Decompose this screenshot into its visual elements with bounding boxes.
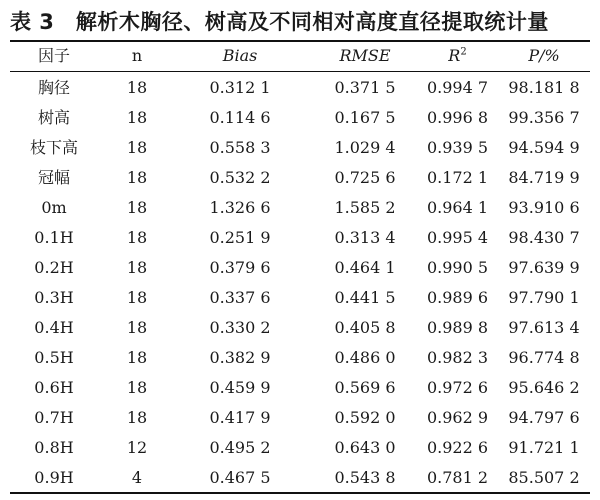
header-rmse: RMSE bbox=[339, 46, 391, 65]
table-row bbox=[10, 73, 590, 103]
cell-r-squared: 0.939 5 bbox=[426, 138, 489, 157]
cell-rmse: 0.313 4 bbox=[334, 228, 396, 247]
cell-n: 18 bbox=[126, 78, 148, 97]
cell-rmse: 0.167 5 bbox=[334, 108, 396, 127]
cell-bias: 0.114 6 bbox=[209, 108, 271, 127]
cell-precision: 93.910 6 bbox=[508, 198, 580, 217]
cell-r-squared: 0.996 8 bbox=[426, 108, 489, 127]
cell-r-squared: 0.962 9 bbox=[426, 408, 489, 427]
cell-n: 18 bbox=[126, 198, 148, 217]
table-row bbox=[10, 253, 590, 283]
cell-bias: 0.312 1 bbox=[209, 78, 271, 97]
cell-n: 12 bbox=[126, 438, 148, 457]
cell-precision: 91.721 1 bbox=[508, 438, 580, 457]
cell-rmse: 0.405 8 bbox=[334, 318, 396, 337]
cell-bias: 0.382 9 bbox=[209, 348, 271, 367]
cell-r-squared: 0.989 8 bbox=[426, 318, 489, 337]
cell-r-squared: 0.982 3 bbox=[426, 348, 489, 367]
cell-n: 18 bbox=[126, 318, 148, 337]
cell-precision: 85.507 2 bbox=[508, 468, 580, 487]
cell-factor: 0.3H bbox=[34, 288, 74, 307]
cell-n: 18 bbox=[126, 228, 148, 247]
header-precision: P/% bbox=[528, 46, 560, 65]
header-bias: Bias bbox=[222, 46, 258, 65]
cell-precision: 84.719 9 bbox=[508, 168, 580, 187]
table-row bbox=[10, 283, 590, 313]
cell-r-squared: 0.994 7 bbox=[426, 78, 489, 97]
cell-precision: 96.774 8 bbox=[508, 348, 580, 367]
table-row bbox=[10, 163, 590, 193]
table-row bbox=[10, 433, 590, 463]
cell-factor: 0.6H bbox=[34, 378, 74, 397]
table-header-row bbox=[10, 41, 590, 71]
cell-r-squared: 0.989 6 bbox=[426, 288, 489, 307]
cell-bias: 0.337 6 bbox=[209, 288, 271, 307]
table-row bbox=[10, 463, 590, 493]
cell-precision: 98.430 7 bbox=[508, 228, 580, 247]
table-row bbox=[10, 223, 590, 253]
cell-bias: 0.467 5 bbox=[209, 468, 271, 487]
cell-precision: 94.797 6 bbox=[508, 408, 580, 427]
cell-n: 18 bbox=[126, 108, 148, 127]
cell-n: 18 bbox=[126, 288, 148, 307]
cell-rmse: 0.725 6 bbox=[334, 168, 396, 187]
cell-n: 18 bbox=[126, 408, 148, 427]
cell-r-squared: 0.781 2 bbox=[426, 468, 489, 487]
table-row bbox=[10, 193, 590, 223]
header-factor: 因子 bbox=[37, 46, 70, 65]
cell-factor: 0.7H bbox=[34, 408, 74, 427]
cell-factor: 枝下高 bbox=[29, 138, 78, 157]
cell-factor: 0.2H bbox=[34, 258, 74, 277]
cell-factor: 冠幅 bbox=[37, 168, 70, 187]
cell-rmse: 0.464 1 bbox=[334, 258, 396, 277]
cell-factor: 0.5H bbox=[34, 348, 74, 367]
cell-r-squared: 0.990 5 bbox=[426, 258, 489, 277]
cell-bias: 0.379 6 bbox=[209, 258, 271, 277]
table-row bbox=[10, 373, 590, 403]
bottom-rule bbox=[10, 492, 590, 494]
cell-n: 18 bbox=[126, 378, 148, 397]
cell-n: 4 bbox=[131, 468, 143, 487]
header-r-letter: R bbox=[448, 46, 461, 65]
table-row bbox=[10, 403, 590, 433]
cell-rmse: 1.585 2 bbox=[334, 198, 396, 217]
cell-rmse: 0.643 0 bbox=[334, 438, 396, 457]
cell-rmse: 0.569 6 bbox=[334, 378, 396, 397]
cell-rmse: 0.371 5 bbox=[334, 78, 396, 97]
cell-factor: 0.4H bbox=[34, 318, 74, 337]
cell-precision: 99.356 7 bbox=[508, 108, 580, 127]
cell-r-squared: 0.972 6 bbox=[426, 378, 489, 397]
cell-precision: 97.790 1 bbox=[508, 288, 580, 307]
cell-n: 18 bbox=[126, 348, 148, 367]
table-row bbox=[10, 133, 590, 163]
header-rule bbox=[10, 71, 590, 72]
cell-r-squared: 0.172 1 bbox=[426, 168, 489, 187]
header-r-squared bbox=[425, 41, 490, 71]
cell-r-squared: 0.922 6 bbox=[426, 438, 489, 457]
cell-bias: 0.495 2 bbox=[209, 438, 271, 457]
cell-precision: 94.594 9 bbox=[508, 138, 580, 157]
cell-rmse: 0.543 8 bbox=[334, 468, 396, 487]
cell-bias: 0.459 9 bbox=[209, 378, 271, 397]
cell-rmse: 0.441 5 bbox=[334, 288, 396, 307]
cell-factor: 0.8H bbox=[34, 438, 74, 457]
cell-bias: 0.330 2 bbox=[209, 318, 271, 337]
cell-factor: 0.9H bbox=[34, 468, 74, 487]
cell-rmse: 0.592 0 bbox=[334, 408, 396, 427]
cell-bias: 0.417 9 bbox=[209, 408, 271, 427]
cell-n: 18 bbox=[126, 138, 148, 157]
cell-n: 18 bbox=[126, 258, 148, 277]
cell-precision: 97.613 4 bbox=[508, 318, 580, 337]
cell-r-squared: 0.995 4 bbox=[426, 228, 489, 247]
header-r-superscript: 2 bbox=[460, 46, 467, 58]
cell-factor: 树高 bbox=[37, 108, 70, 127]
cell-precision: 95.646 2 bbox=[508, 378, 580, 397]
header-n: n bbox=[131, 46, 143, 65]
cell-factor: 0.1H bbox=[34, 228, 74, 247]
cell-n: 18 bbox=[126, 168, 148, 187]
cell-precision: 97.639 9 bbox=[508, 258, 580, 277]
table-title: 表 3 解析木胸径、树高及不同相对高度直径提取统计量 bbox=[10, 10, 549, 34]
cell-rmse: 0.486 0 bbox=[334, 348, 396, 367]
table-row bbox=[10, 103, 590, 133]
cell-bias: 0.251 9 bbox=[209, 228, 271, 247]
cell-precision: 98.181 8 bbox=[508, 78, 580, 97]
cell-rmse: 1.029 4 bbox=[334, 138, 396, 157]
cell-r-squared: 0.964 1 bbox=[426, 198, 489, 217]
cell-bias: 0.558 3 bbox=[209, 138, 271, 157]
cell-bias: 1.326 6 bbox=[209, 198, 271, 217]
table-row bbox=[10, 313, 590, 343]
cell-factor: 胸径 bbox=[37, 78, 70, 97]
cell-factor: 0m bbox=[41, 198, 67, 217]
cell-bias: 0.532 2 bbox=[209, 168, 271, 187]
table-row bbox=[10, 343, 590, 373]
